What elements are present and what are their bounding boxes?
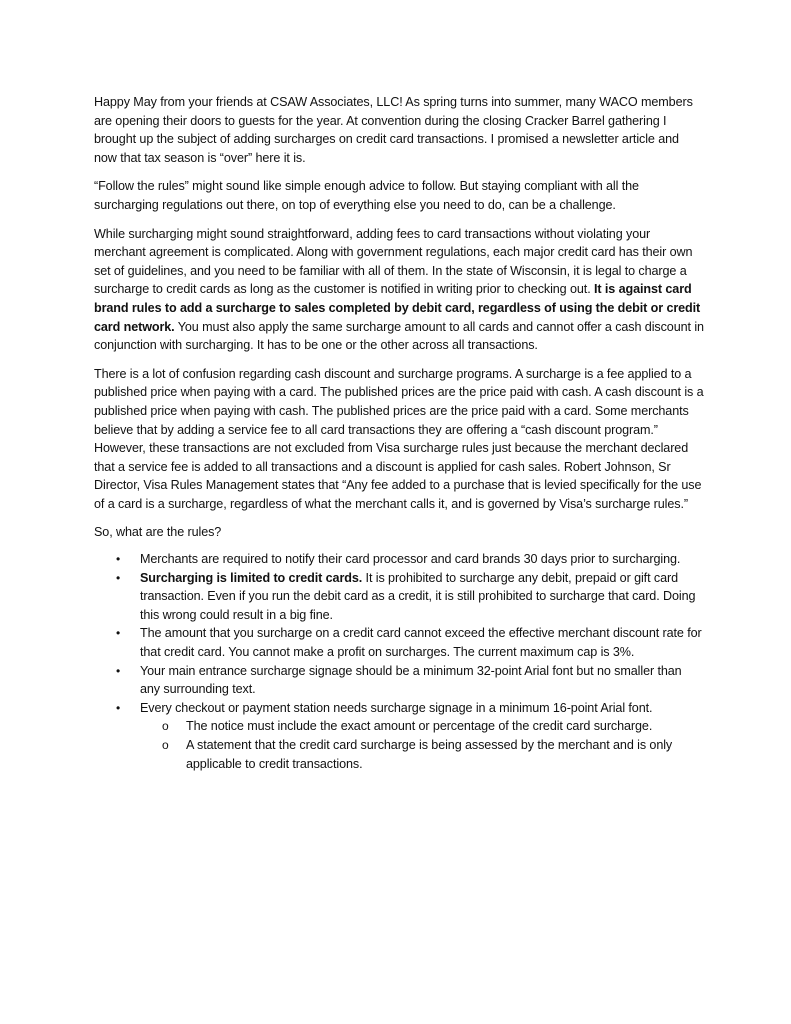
overview-text-start: While surcharging might sound straightforward, adding fees to card transactions without violating your merchant agreement is complicated. Along with government regulations, each major credit card has their own set of guidelines, and you need to be familiar with all of them. In the state of Wisconsin, it is legal to charge a surcharge to credit cards as long as the customer is notified in writing prior to checking out. [94, 226, 693, 297]
rules-question: So, what are the rules? [94, 525, 222, 540]
sub-bullet-icon: o [162, 719, 169, 734]
list-item [140, 717, 704, 736]
bullet-icon: • [116, 626, 121, 641]
follow-rules-paragraph: “Follow the rules” might sound like simple enough advice to follow. But staying compliant with all the surcharging regulations out there, on top of everything else you need to do, can be a challenge. [94, 179, 639, 212]
rule-credit-only-emphasis: Surcharging is limited to credit cards. [140, 570, 363, 585]
rules-list [94, 550, 704, 773]
list-item [94, 550, 704, 569]
notice-amount-text: The notice must include the exact amount or percentage of the credit card surcharge. [186, 719, 653, 734]
debit-card-rule-emphasis: It is against card brand rules to add a surcharge to sales completed by debit card, regardless of using the debit or credit card network. [94, 282, 701, 334]
rule-checkout-signage-text: Every checkout or payment station needs surcharge signage in a minimum 16-point Arial font. [140, 700, 653, 715]
rule-notify-text: Merchants are required to notify their card processor and card brands 30 days prior to surcharging. [140, 552, 681, 567]
merchant-statement-text: A statement that the credit card surcharge is being assessed by the merchant and is only applicable to credit transactions. [186, 738, 673, 771]
cash-discount-paragraph: There is a lot of confusion regarding cash discount and surcharge programs. A surcharge is a fee applied to a published price when paying with a card. The published prices are the price paid with cash. A cash discount is a published price when paying with cash. The published prices are the price paid with a card. Some merchants believe that by adding a service fee to all card transactions they are offering a “cash discount program.” However, these transactions are not excluded from Visa surcharge rules just because the merchant declared that a service fee is added to all transactions and a discount is applied for cash sales. Robert Johnson, Sr Director, Visa Rules Management states that “Any fee added to a purchase that is levied specifically for the use of a card is a surcharge, regardless of what the merchant calls it, and is governed by Visa’s surcharge rules.” [94, 366, 704, 511]
overview-text-end: You must also apply the same surcharge amount to all cards and cannot offer a cash discount in conjunction with surcharging. It has to be one or the other across all transactions. [94, 319, 704, 353]
list-item [140, 736, 704, 773]
list-item [94, 699, 704, 773]
checkout-signage-sublist [140, 717, 704, 773]
bullet-icon: • [116, 663, 121, 678]
article-body [94, 93, 704, 773]
list-item [94, 569, 704, 625]
rule-max-cap-text: The amount that you surcharge on a credit card cannot exceed the effective merchant discount rate for that credit card. You cannot make a profit on surcharges. The current maximum cap is 3%. [140, 626, 702, 660]
list-item [94, 624, 704, 661]
rule-credit-only-text: It is prohibited to surcharge any debit, prepaid or gift card transaction. Even if you run the debit card as a credit, it is still prohibited to surcharge that card. Doing this wrong could result in a big fine. [140, 570, 696, 622]
rule-entrance-signage-text: Your main entrance surcharge signage should be a minimum 32-point Arial font but no smaller than any surrounding text. [140, 663, 682, 697]
bullet-icon: • [116, 700, 121, 715]
surcharging-overview-paragraph [94, 225, 704, 355]
list-item [94, 662, 704, 699]
intro-paragraph: Happy May from your friends at CSAW Associates, LLC! As spring turns into summer, many WACO members are opening their doors to guests for the year. At convention during the closing Cracker Barrel gathering I brought up the subject of adding surcharges on credit card transactions. I promised a newsletter article and now that tax season is “over” here it is. [94, 95, 693, 165]
bullet-icon: • [116, 570, 121, 585]
sub-bullet-icon: o [162, 738, 169, 752]
bullet-icon: • [116, 552, 121, 567]
